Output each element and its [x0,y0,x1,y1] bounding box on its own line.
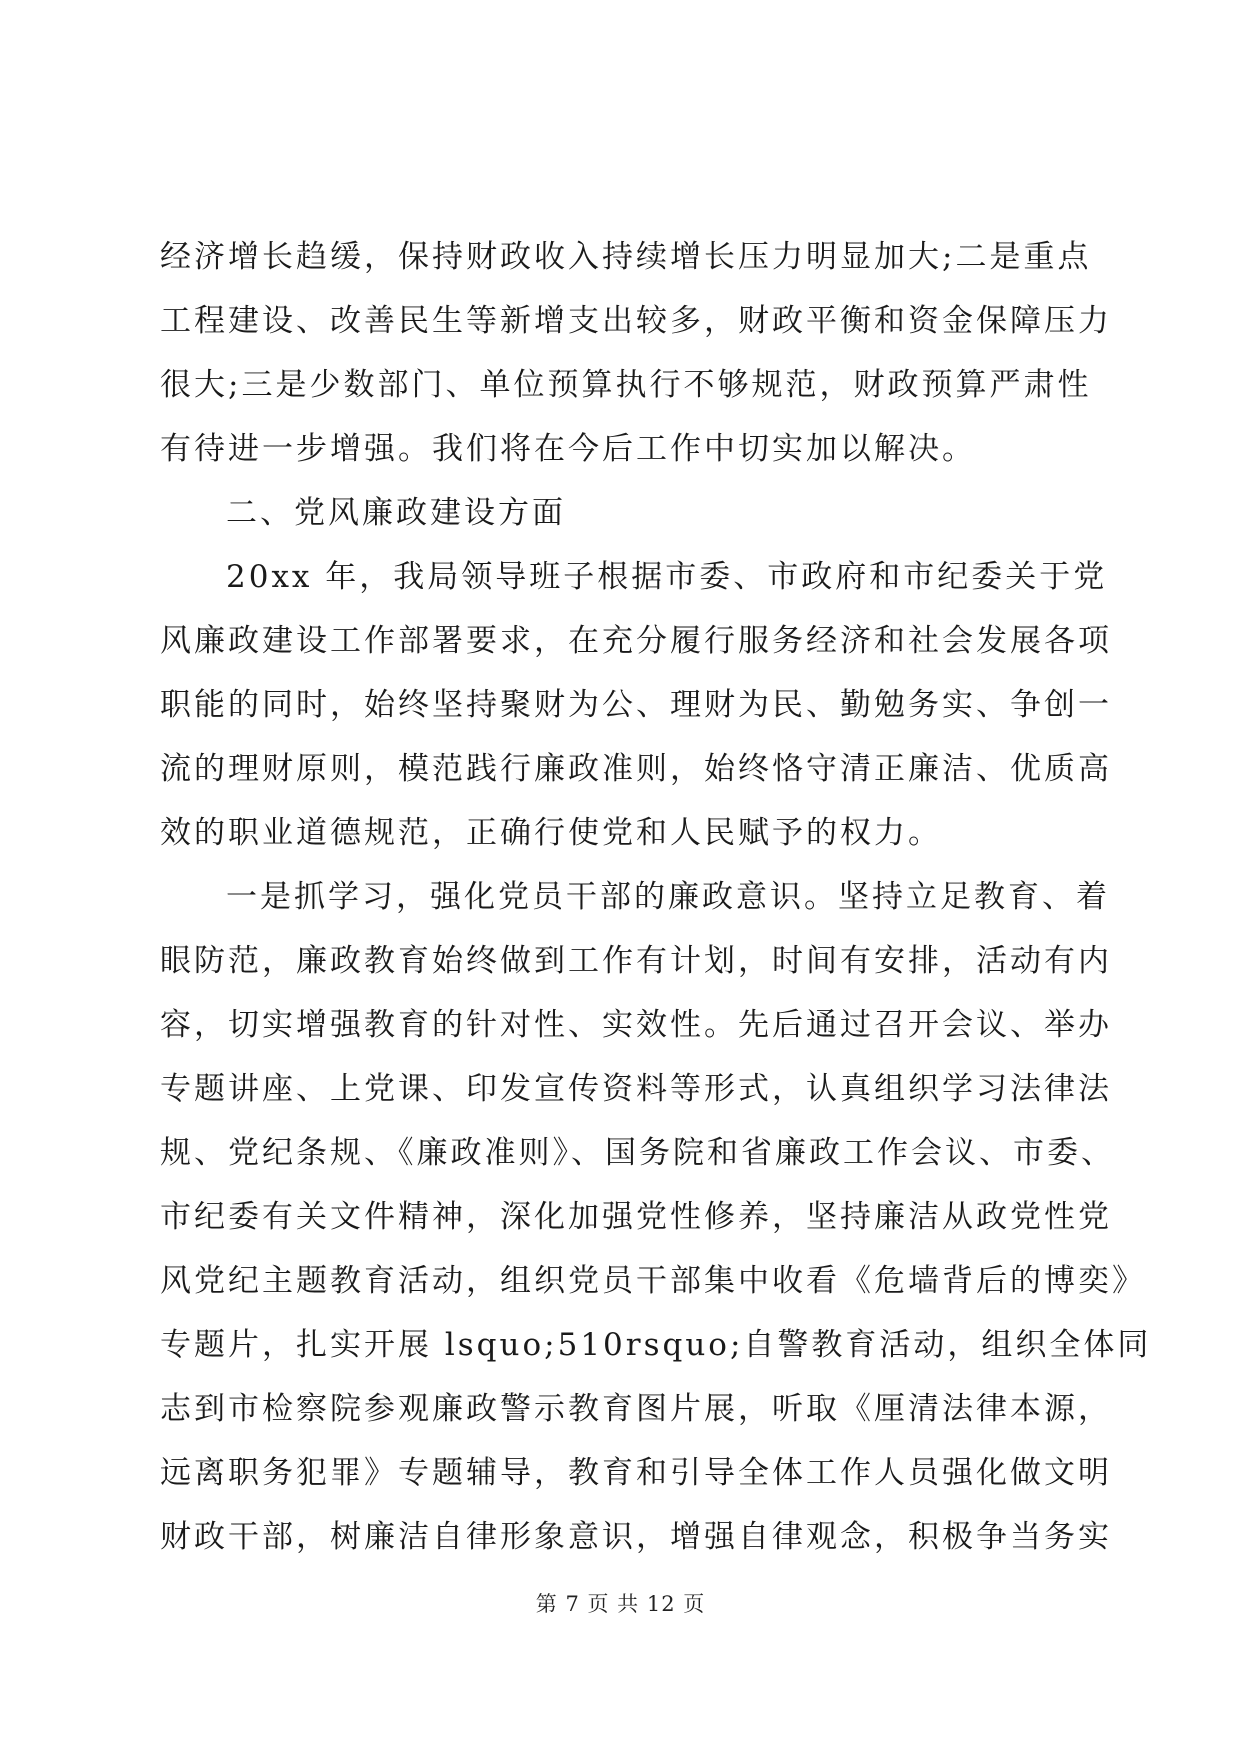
paragraph-study [160,865,1152,1569]
page-number: 第 7 页 共 12 页 [535,1592,706,1616]
text-line: 风廉政建设工作部署要求，在充分履行服务经济和社会发展各项 [160,623,1112,659]
text-line: 流的理财原则，模范践行廉政准则，始终恪守清正廉洁、优质高 [160,751,1112,787]
text-line: 一是抓学习，强化党员干部的廉政意识。坚持立足教育、着 [226,879,1110,915]
text-line: 规、党纪条规、《廉政准则》、国务院和省廉政工作会议、市委、 [160,1135,1115,1171]
text-line: 容，切实增强教育的针对性、实效性。先后通过召开会议、举办 [160,1007,1112,1043]
text-line: 工程建设、改善民生等新增支出较多，财政平衡和资金保障压力 [160,303,1112,339]
paragraph-fiscal-issues [160,225,1112,481]
text-line: 职能的同时，始终坚持聚财为公、理财为民、勤勉务实、争创一 [160,687,1112,723]
section-heading: 二、党风廉政建设方面 [226,495,566,531]
text-line: 财政干部，树廉洁自律形象意识，增强自律观念，积极争当务实 [160,1519,1112,1555]
text-line: 经济增长趋缓，保持财政收入持续增长压力明显加大;二是重点 [160,239,1092,275]
paragraph-party-conduct [160,545,1112,865]
text-line: 有待进一步增强。我们将在今后工作中切实加以解决。 [160,431,976,467]
text-line: 专题讲座、上党课、印发宣传资料等形式，认真组织学习法律法 [160,1071,1112,1107]
text-line: 专题片，扎实开展 lsquo;510rsquo;自警教育活动，组织全体同 [160,1327,1152,1363]
text-line: 风党纪主题教育活动，组织党员干部集中收看《危墙背后的博奕》 [160,1263,1146,1299]
body-text [160,225,1152,1569]
text-line: 眼防范，廉政教育始终做到工作有计划，时间有安排，活动有内 [160,943,1112,979]
text-line: 志到市检察院参观廉政警示教育图片展，听取《厘清法律本源， [160,1391,1112,1427]
text-line: 很大;三是少数部门、单位预算执行不够规范，财政预算严肃性 [160,367,1092,403]
text-line: 20xx 年，我局领导班子根据市委、市政府和市纪委关于党 [226,559,1108,595]
text-line: 远离职务犯罪》专题辅导，教育和引导全体工作人员强化做文明 [160,1455,1112,1491]
text-line: 市纪委有关文件精神，深化加强党性修养，坚持廉洁从政党性党 [160,1199,1112,1235]
text-line: 效的职业道德规范，正确行使党和人民赋予的权力。 [160,815,942,851]
